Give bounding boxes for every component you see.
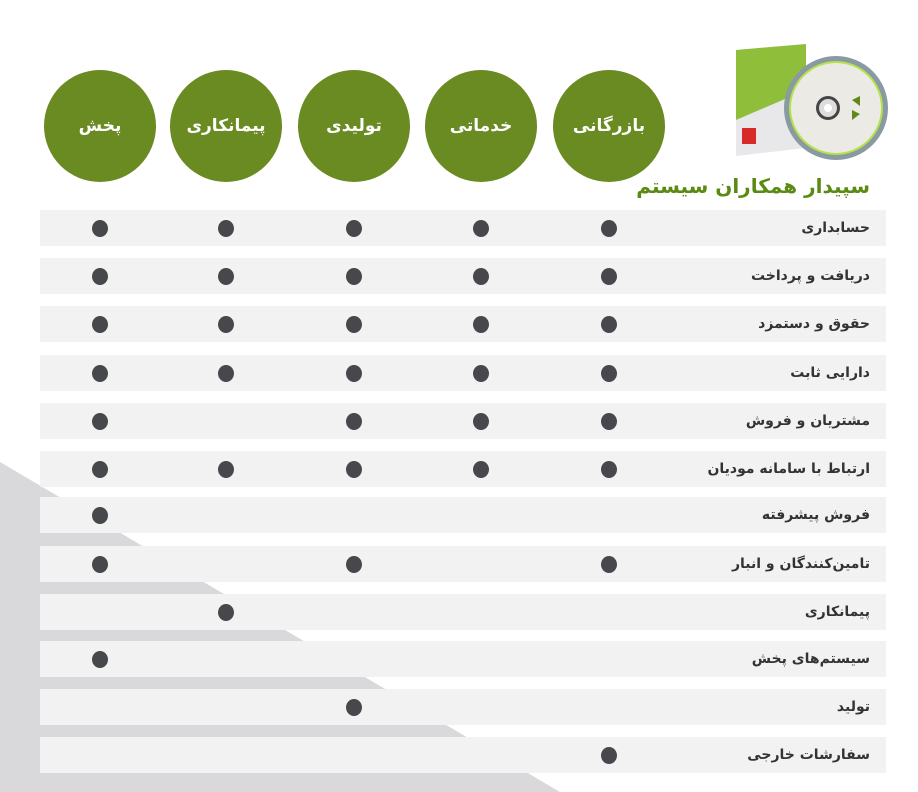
feature-row <box>40 594 886 630</box>
included-dot-icon <box>346 556 362 573</box>
included-dot-icon <box>92 316 108 333</box>
feature-label: دریافت و پرداخت <box>750 268 870 284</box>
included-dot-icon <box>92 268 108 285</box>
included-dot-icon <box>346 268 362 285</box>
included-dot-icon <box>601 747 617 764</box>
feature-row <box>40 689 886 725</box>
feature-row <box>40 497 886 533</box>
feature-row <box>40 737 886 773</box>
included-dot-icon <box>601 556 617 573</box>
included-dot-icon <box>92 461 108 478</box>
edition-header-2: تولیدی <box>298 70 410 182</box>
feature-row <box>40 355 886 391</box>
feature-label: حسابداری <box>801 220 870 236</box>
feature-label: تولید <box>836 699 870 715</box>
included-dot-icon <box>473 461 489 478</box>
feature-label: تامین‌کنندگان و انبار <box>731 556 870 572</box>
included-dot-icon <box>92 413 108 430</box>
feature-label: فروش پیشرفته <box>761 507 870 523</box>
included-dot-icon <box>218 365 234 382</box>
included-dot-icon <box>346 699 362 716</box>
edition-header-4: پخش <box>44 70 156 182</box>
included-dot-icon <box>601 365 617 382</box>
included-dot-icon <box>346 316 362 333</box>
included-dot-icon <box>218 268 234 285</box>
included-dot-icon <box>218 461 234 478</box>
included-dot-icon <box>346 220 362 237</box>
feature-row <box>40 210 886 246</box>
included-dot-icon <box>601 220 617 237</box>
included-dot-icon <box>473 268 489 285</box>
included-dot-icon <box>473 220 489 237</box>
included-dot-icon <box>473 365 489 382</box>
included-dot-icon <box>473 316 489 333</box>
included-dot-icon <box>92 651 108 668</box>
included-dot-icon <box>601 268 617 285</box>
feature-label: پیمانکاری <box>804 604 870 620</box>
included-dot-icon <box>218 316 234 333</box>
feature-label: دارایی ثابت <box>790 365 870 381</box>
included-dot-icon <box>601 413 617 430</box>
edition-header-1: خدماتی <box>425 70 537 182</box>
edition-header-0: بازرگانی <box>553 70 665 182</box>
included-dot-icon <box>218 220 234 237</box>
included-dot-icon <box>92 507 108 524</box>
feature-row <box>40 546 886 582</box>
included-dot-icon <box>92 220 108 237</box>
included-dot-icon <box>473 413 489 430</box>
feature-label: ارتباط با سامانه مودیان <box>707 461 870 477</box>
feature-label: سیستم‌های پخش <box>751 651 870 667</box>
included-dot-icon <box>92 556 108 573</box>
feature-label: سفارشات خارجی <box>747 747 870 763</box>
included-dot-icon <box>601 316 617 333</box>
included-dot-icon <box>346 365 362 382</box>
feature-row <box>40 403 886 439</box>
included-dot-icon <box>346 413 362 430</box>
feature-label: مشتریان و فروش <box>745 413 870 429</box>
feature-label: حقوق و دستمزد <box>758 316 870 332</box>
feature-row <box>40 258 886 294</box>
software-box-with-cd-icon <box>718 38 888 168</box>
feature-row <box>40 641 886 677</box>
included-dot-icon <box>601 461 617 478</box>
included-dot-icon <box>346 461 362 478</box>
included-dot-icon <box>218 604 234 621</box>
included-dot-icon <box>92 365 108 382</box>
edition-header-3: پیمانکاری <box>170 70 282 182</box>
feature-row <box>40 306 886 342</box>
product-title: سپیدار همکاران سیستم <box>636 174 870 198</box>
feature-row <box>40 451 886 487</box>
